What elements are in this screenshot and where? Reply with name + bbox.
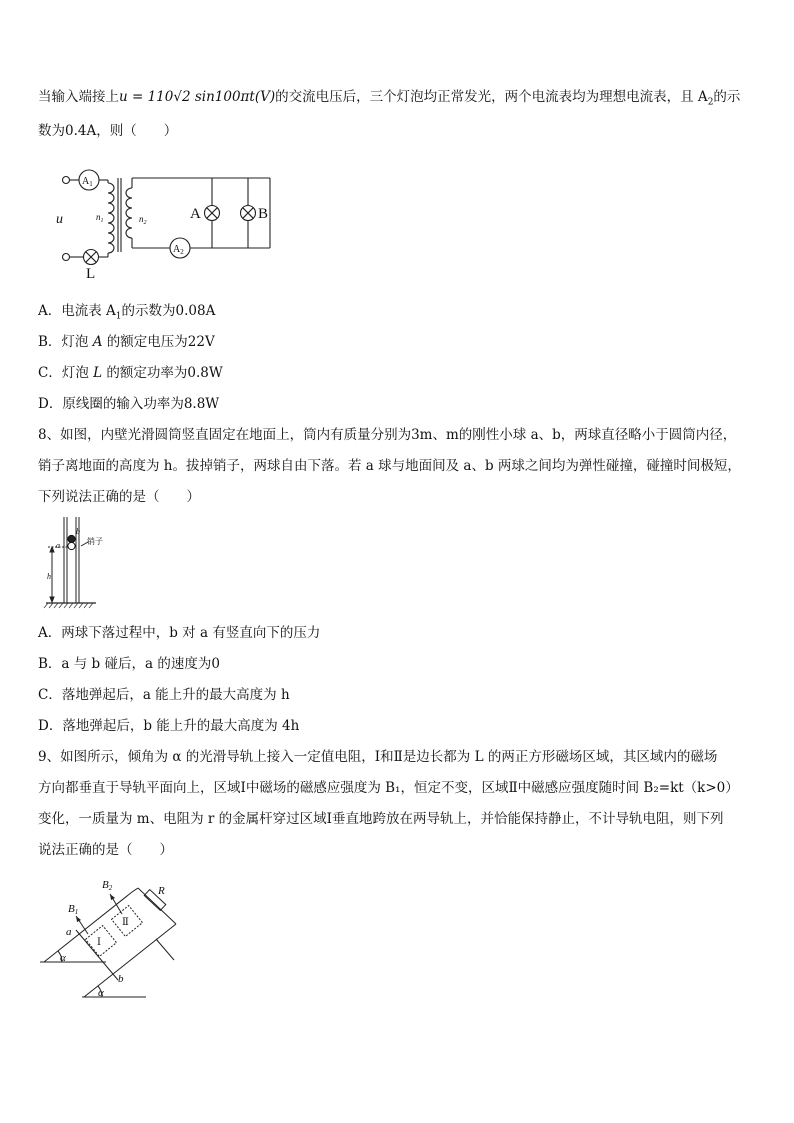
q9-b2-label: B2 — [102, 879, 113, 892]
q7-option-b-text-pre: 灯泡 — [61, 334, 93, 350]
q8-ball-b — [68, 535, 75, 542]
q9-stem-line3: 变化，一质量为 m、电阻为 r 的金属杆穿过区域Ⅰ垂直地跨放在两导轨上，并恰能保持静止，不计导轨电阻，则下列 — [38, 811, 724, 827]
q8-option-a — [38, 624, 320, 642]
q9-r-label: R — [158, 885, 165, 897]
q7-option-c-text-post: 的额定功率为0.8W — [102, 365, 223, 381]
q9-rail-figure — [36, 872, 196, 1007]
q7-option-d-text: 原线圈的输入功率为8.8W — [62, 396, 220, 412]
q8-option-a-letter: A． — [38, 625, 62, 641]
q7-input-label: u — [56, 212, 63, 227]
q7-lamp-b-label: B — [258, 206, 269, 222]
q7-stem-post: 的交流电压后，三个灯泡均正常发光，两个电流表均为理想电流表，且 A — [275, 89, 708, 105]
q8-label-h: h — [47, 572, 51, 581]
q9-region1-label: Ⅰ — [97, 937, 101, 948]
q7-option-c — [38, 364, 223, 382]
q7-formula: u = 110√2 sin100πt(V) — [119, 89, 276, 105]
q7-option-a-text-post: 的示数为0.08A — [121, 303, 216, 319]
q8-label-pin: 销子 — [87, 537, 103, 546]
q8-option-b-letter: B． — [38, 656, 62, 672]
q7-option-d-letter: D． — [38, 396, 63, 412]
q9-label-b: b — [118, 973, 124, 985]
q7-option-c-letter: C． — [38, 365, 62, 381]
q8-option-a-text: 两球下落过程中，b 对 a 有竖直向下的压力 — [61, 625, 321, 641]
q9-alpha2: α — [98, 987, 104, 999]
q7-secondary-coil — [126, 188, 132, 238]
q7-lamp-l-label: L — [86, 266, 96, 282]
q7-terminal-top — [63, 177, 70, 184]
q7-stem-end: 的示 — [713, 89, 741, 105]
q8-stem-line1: 8、如图，内壁光滑圆筒竖直固定在地面上，筒内有质量分别为3m、m的刚性小球 a、b，两球直径略小于圆筒内径， — [38, 427, 737, 443]
q7-lamp-a-label: A — [190, 206, 201, 222]
q7-circuit-figure — [50, 160, 290, 285]
q7-stem-pre: 当输入端接上 — [38, 89, 119, 105]
q7-n1-label: $n_1$ — [96, 212, 104, 224]
q8-option-d-letter: D． — [38, 718, 63, 734]
q9-label-a: a — [66, 926, 72, 938]
q8-label-b: b — [76, 527, 80, 536]
q8-option-d — [38, 717, 299, 735]
q7-option-c-text-pre: 灯泡 — [61, 365, 94, 381]
q8-option-d-text: 落地弹起后，b 能上升的最大高度为 4h — [62, 718, 300, 734]
q7-option-a-letter: A． — [38, 303, 62, 319]
q8-option-b — [38, 655, 220, 673]
q9-region2-label: Ⅱ — [122, 917, 129, 928]
q7-option-b-text-post: 的额定电压为22V — [102, 334, 215, 350]
q7-option-c-var: L — [93, 365, 103, 381]
q9-region1 — [86, 926, 117, 957]
q7-a2-sub: 2 — [707, 97, 714, 108]
q7-primary-coil — [108, 183, 114, 253]
q8-option-c-letter: C． — [38, 687, 62, 703]
q7-option-a-text-pre: 电流表 A — [61, 303, 116, 319]
q7-meter-a2-label: $A_2$ — [173, 244, 184, 256]
q9-stem-line1: 9、如图所示，倾角为 α 的光滑导轨上接入一定值电阻，Ⅰ和Ⅱ是边长都为 L 的两正方形磁场区域，其区域内的磁场 — [38, 749, 718, 765]
q7-stem-line1 — [38, 88, 740, 112]
q8-stem-line3: 下列说法正确的是（ ） — [38, 489, 200, 505]
q7-option-d — [38, 395, 219, 413]
q7-option-b-letter: B． — [38, 334, 62, 350]
q9-alpha1: α — [60, 952, 66, 964]
q7-option-b — [38, 333, 215, 351]
q9-stem-line2: 方向都垂直于导轨平面向上，区域Ⅰ中磁场的磁感应强度为 B₁，恒定不变，区域Ⅱ中磁感应强度随时间 B₂=kt（k>0） — [38, 780, 739, 796]
q7-option-a — [38, 302, 215, 326]
q7-option-a-sub: 1 — [115, 311, 122, 322]
q8-option-c-text: 落地弹起后，a 能上升的最大高度为 h — [61, 687, 290, 703]
q8-label-a: a — [56, 541, 60, 550]
q8-stem-line2: 销子离地面的高度为 h。拔掉销子，两球自由下落。若 a 球与地面间及 a、b 两球之间均为弹性碰撞，碰撞时间极短， — [38, 458, 741, 474]
q8-option-c — [38, 686, 290, 704]
q7-option-b-var: A — [92, 334, 103, 350]
q9-stem-line4: 说法正确的是（ ） — [38, 842, 173, 858]
q9-b1-label: B1 — [68, 903, 79, 916]
q7-meter-a1-label: $A_1$ — [82, 176, 93, 188]
q7-n2-label: $n_2$ — [139, 214, 147, 226]
q7-terminal-bottom — [63, 254, 70, 261]
q7-stem-line2: 数为0.4A，则（ ） — [38, 123, 178, 139]
q8-ball-a — [68, 542, 75, 549]
q8-cylinder-figure — [38, 515, 138, 615]
q8-option-b-text: a 与 b 碰后，a 的速度为0 — [61, 656, 220, 672]
